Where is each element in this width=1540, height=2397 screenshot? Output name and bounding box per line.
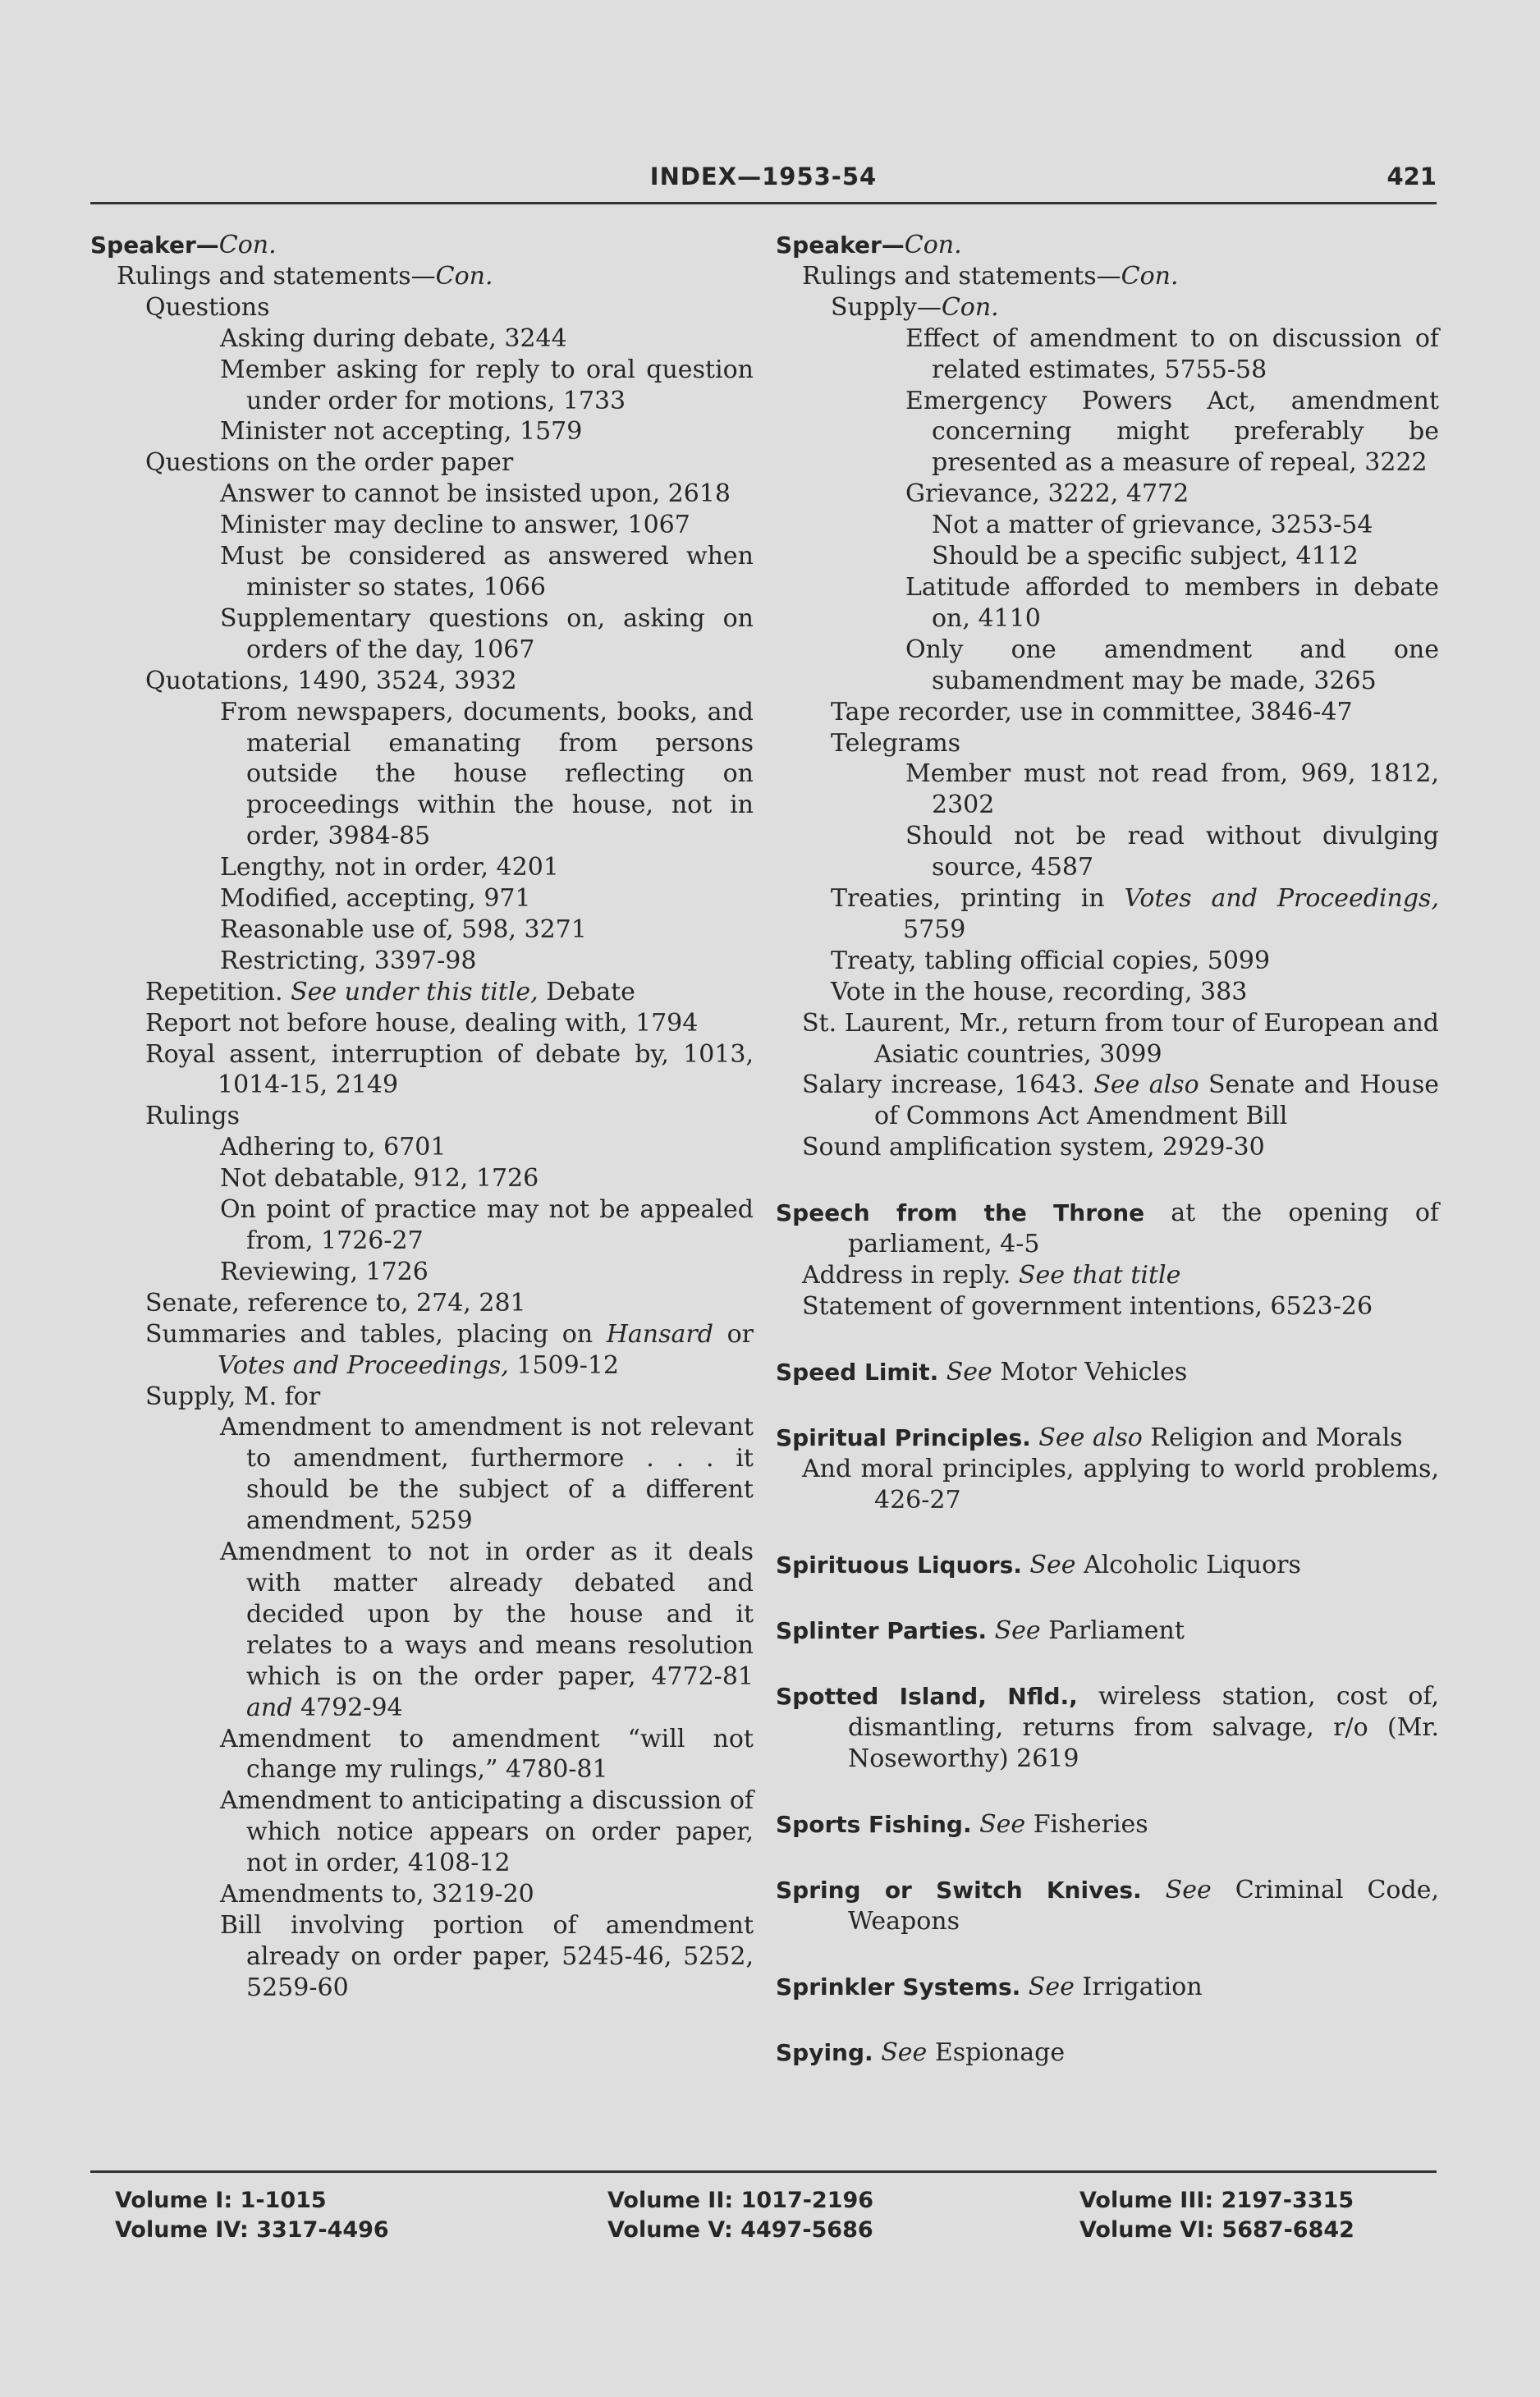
- index-entry: Address in reply. See that title: [802, 1261, 1181, 1290]
- index-entry: Speaker—Con.: [90, 231, 277, 259]
- index-entry: Must be considered as answered when minister so states, 1066: [220, 542, 754, 602]
- footer-col-1: [115, 2186, 389, 2245]
- volume-range: Volume IV: 3317-4496: [115, 2217, 389, 2243]
- index-entry: Repetition. See under this title, Debate: [145, 977, 635, 1006]
- index-entry: Modified, accepting, 971: [220, 884, 531, 914]
- index-entry: Minister not accepting, 1579: [220, 417, 583, 447]
- index-entry: Summaries and tables, placing on Hansard or Votes and Proceedings, 1509-12: [145, 1319, 754, 1380]
- index-entry: From newspapers, documents, books, and material emanating from persons outside the house reflecting on proceedings within the house, not in order, 3984-85: [220, 697, 754, 851]
- index-entry: Spying. See Espionage: [776, 2037, 1066, 2067]
- volume-range: Volume I: 1-1015: [115, 2188, 327, 2213]
- index-entry: Tape recorder, use in committee, 3846-47: [831, 697, 1353, 726]
- running-header: [90, 156, 1437, 204]
- index-entry: Rulings: [145, 1102, 241, 1131]
- index-entry: Speaker—Con.: [776, 231, 962, 259]
- volume-range: Volume II: 1017-2196: [607, 2188, 874, 2213]
- index-entry: Emergency Powers Act, amendment concerning might preferably be presented as a measure of repeal, 3222: [905, 386, 1439, 478]
- volume-range: Volume V: 4497-5686: [607, 2217, 873, 2243]
- index-entry: Spirituous Liquors. See Alcoholic Liquors: [776, 1551, 1301, 1580]
- index-entry: Telegrams: [831, 728, 961, 758]
- index-entry: Report not before house, dealing with, 1794: [145, 1008, 699, 1038]
- index-entry: Questions on the order paper: [145, 448, 514, 478]
- index-entry: Rulings and statements—Con.: [802, 261, 1179, 291]
- index-entry: Spring or Switch Knives. See Criminal Code, Weapons: [776, 1875, 1439, 1936]
- index-entry: Reviewing, 1726: [220, 1257, 429, 1286]
- index-entry: Adhering to, 6701: [220, 1133, 447, 1162]
- index-entry: Sound amplification system, 2929-30: [802, 1133, 1265, 1162]
- index-entry: Vote in the house, recording, 383: [831, 977, 1248, 1006]
- index-entry: Member must not read from, 969, 1812, 2302: [905, 759, 1439, 820]
- index-entry: Asking during debate, 3244: [220, 323, 567, 353]
- index-entry: Sports Fishing. See Fisheries: [776, 1809, 1148, 1839]
- index-entry: Reasonable use of, 598, 3271: [220, 914, 587, 944]
- right-column: [776, 230, 1439, 2069]
- index-entry: Senate, reference to, 274, 281: [145, 1288, 526, 1318]
- index-entry: Member asking for reply to oral question under order for motions, 1733: [220, 355, 754, 415]
- index-entry: Effect of amendment to on discussion of related estimates, 5755-58: [905, 323, 1439, 384]
- index-entry: Amendment to not in order as it deals with matter already debated and decided upon by the house and it relates to a ways and means resolution which is on the order paper, 4772-81 and 4792-94: [220, 1538, 754, 1722]
- index-entry: Salary increase, 1643. See also Senate and House of Commons Act Amendment Bill: [802, 1070, 1439, 1131]
- index-entry: Not debatable, 912, 1726: [220, 1164, 539, 1194]
- index-entry: Amendment to amendment is not relevant to amendment, furthermore . . . it should be the subject of a different amendment, 5259: [220, 1413, 754, 1536]
- index-entry: And moral principles, applying to world problems, 426-27: [802, 1454, 1439, 1515]
- index-entry: On point of practice may not be appealed from, 1726-27: [220, 1195, 754, 1255]
- index-entry: Latitude afforded to members in debate on, 4110: [905, 572, 1439, 633]
- index-entry: Lengthy, not in order, 4201: [220, 853, 559, 882]
- index-entry: Amendment to amendment “will not change my rulings,” 4780-81: [220, 1724, 754, 1785]
- footer-col-2: [607, 2186, 873, 2245]
- index-entry: Royal assent, interruption of debate by, 1013, 1014-15, 2149: [145, 1039, 754, 1100]
- index-entry: Statement of government intentions, 6523-26: [802, 1291, 1373, 1321]
- index-entry: Treaty, tabling official copies, 5099: [831, 946, 1271, 975]
- index-entry: Not a matter of grievance, 3253-54: [932, 511, 1373, 540]
- index-entry: Speech from the Throne at the opening of parliament, 4-5: [776, 1198, 1439, 1259]
- page-title: INDEX—1953-54: [649, 163, 878, 190]
- index-entry: Only one amendment and one subamendment may be made, 3265: [905, 635, 1439, 695]
- volume-footer: [90, 2170, 1437, 2255]
- index-entry: Sprinkler Systems. See Irrigation: [776, 1972, 1203, 2001]
- index-entry: Bill involving portion of amendment already on order paper, 5245-46, 5252, 5259-60: [220, 1910, 754, 2002]
- index-entry: Supply—Con.: [831, 292, 999, 322]
- left-column: [90, 230, 754, 2004]
- index-entry: Quotations, 1490, 3524, 3932: [145, 666, 517, 695]
- index-entry: Spotted Island, Nfld., wireless station, cost of, dismantling, returns from salvage, r/o (Mr. Noseworthy) 2619: [776, 1682, 1439, 1774]
- index-entry: Should be a specific subject, 4112: [932, 542, 1359, 571]
- index-entry: Rulings and statements—Con.: [117, 261, 493, 291]
- index-entry: Supplementary questions on, asking on orders of the day, 1067: [220, 603, 754, 664]
- index-entry: Should not be read without divulging source, 4587: [905, 822, 1439, 882]
- index-entry: Grievance, 3222, 4772: [905, 479, 1189, 509]
- volume-range: Volume III: 2197-3315: [1079, 2188, 1354, 2213]
- index-entry: St. Laurent, Mr., return from tour of European and Asiatic countries, 3099: [802, 1008, 1439, 1069]
- index-entry: Supply, M. for: [145, 1382, 321, 1411]
- volume-range: Volume VI: 5687-6842: [1079, 2217, 1354, 2243]
- index-entry: Amendment to anticipating a discussion of which notice appears on order paper, not in order, 4108-12: [220, 1786, 754, 1878]
- index-entry: Speed Limit. See Motor Vehicles: [776, 1357, 1188, 1386]
- index-entry: Answer to cannot be insisted upon, 2618: [220, 479, 731, 509]
- index-entry: Restricting, 3397-98: [220, 946, 477, 975]
- index-entry: Amendments to, 3219-20: [220, 1880, 534, 1909]
- page-number: 421: [1386, 163, 1437, 190]
- index-entry: Splinter Parties. See Parliament: [776, 1616, 1185, 1646]
- footer-col-3: [1079, 2186, 1354, 2245]
- index-entry: Questions: [145, 292, 270, 322]
- index-entry: Minister may decline to answer, 1067: [220, 511, 690, 540]
- index-entry: Treaties, printing in Votes and Proceedings, 5759: [831, 884, 1439, 944]
- index-entry: Spiritual Principles. See also Religion and Morals: [776, 1423, 1403, 1452]
